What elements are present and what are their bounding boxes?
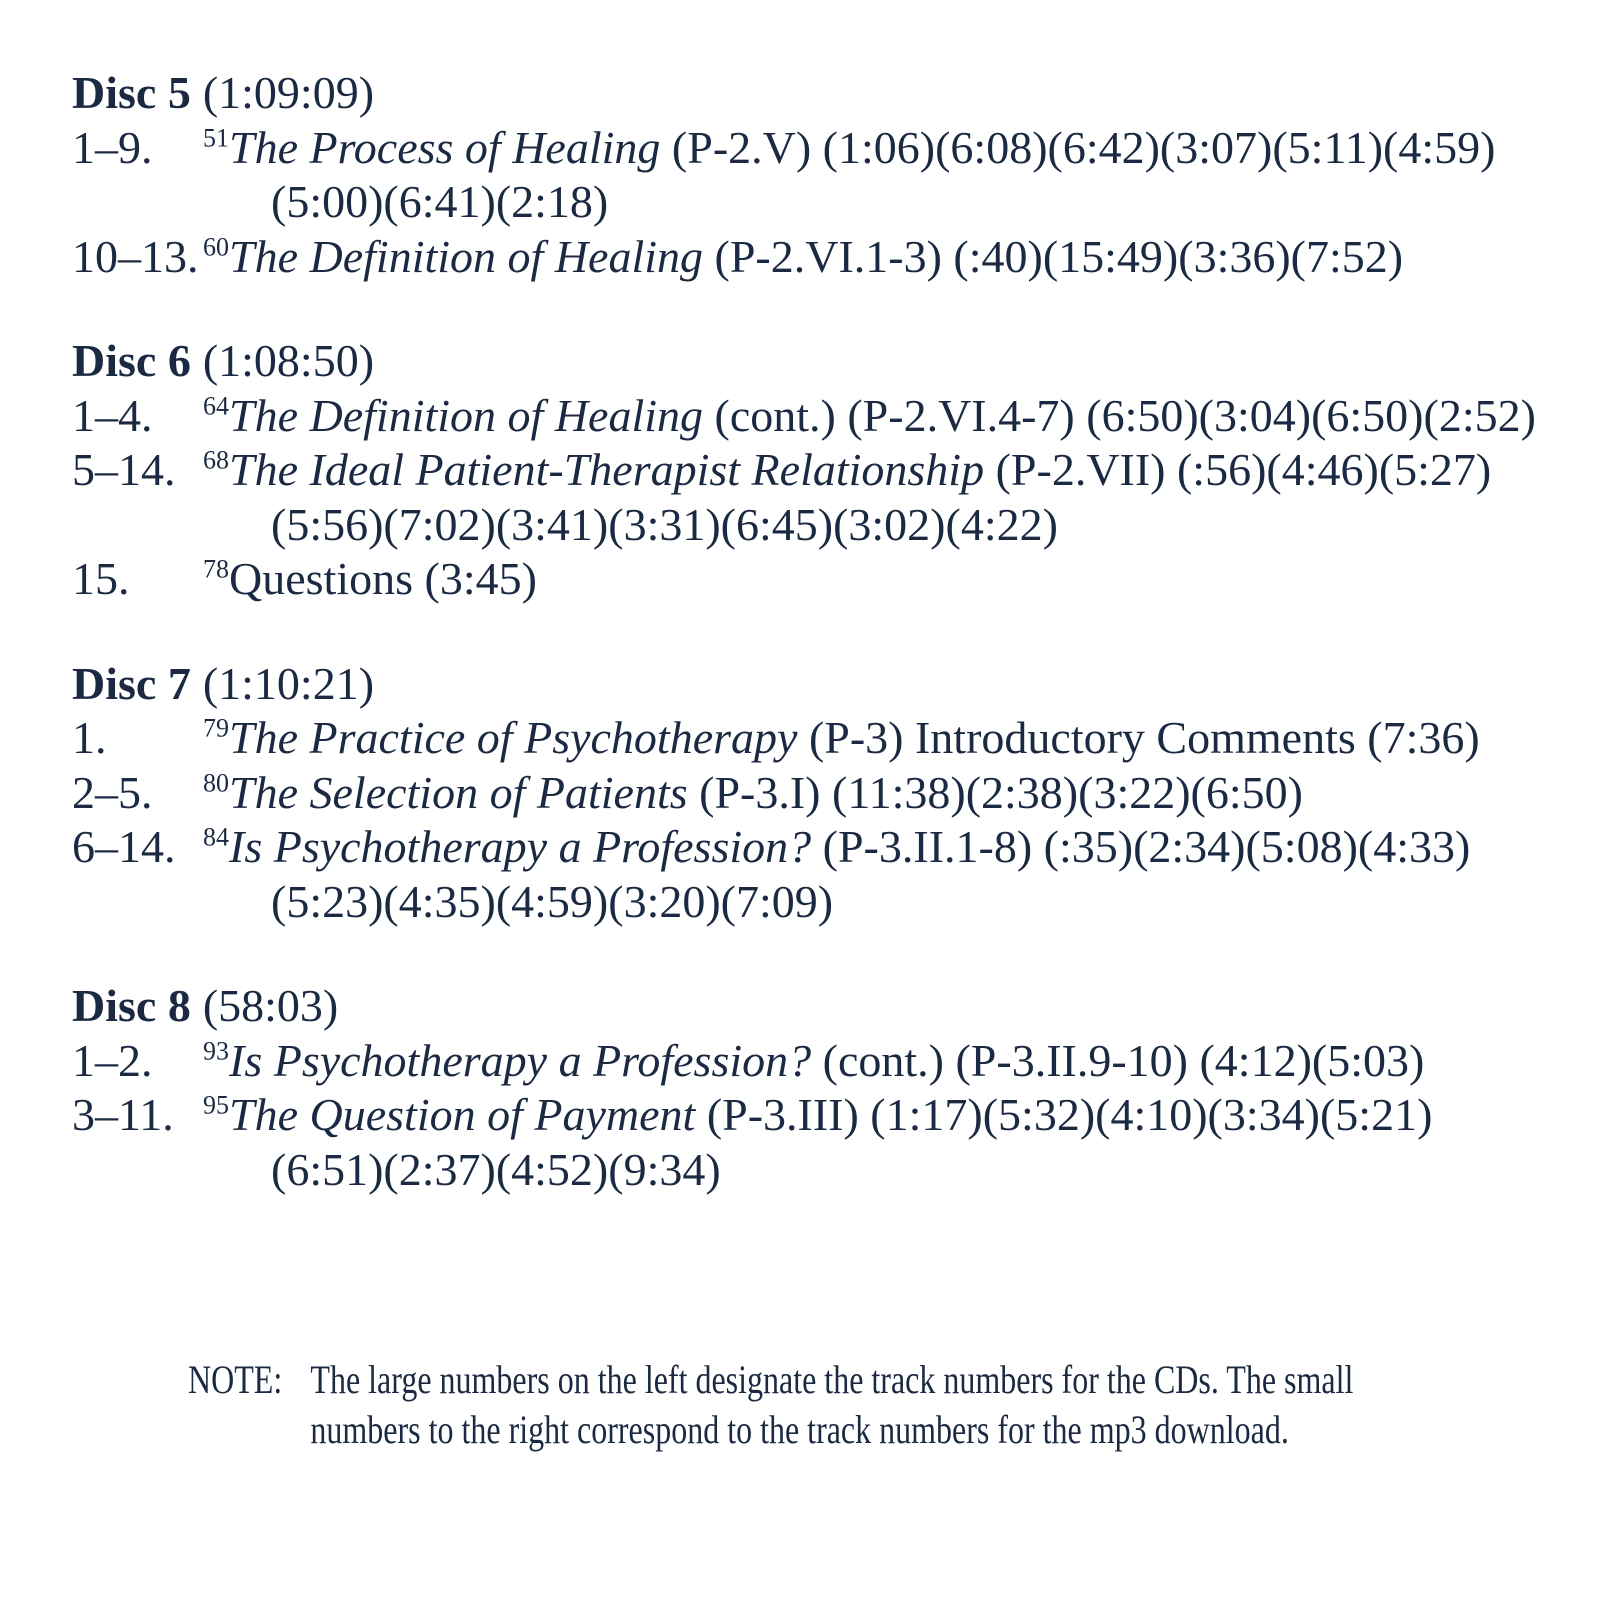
track-content xyxy=(203,1088,1432,1197)
track-row xyxy=(72,766,1570,821)
track-content xyxy=(203,552,537,607)
mp3-track-number: 79 xyxy=(203,713,229,743)
track-range: 10–13. xyxy=(72,230,199,282)
track-details: (P-3) Introductory Comments (7:36) xyxy=(797,712,1480,763)
track-content xyxy=(203,1034,1424,1089)
mp3-track-number: 93 xyxy=(203,1036,229,1066)
track-listing xyxy=(72,66,1570,1455)
track-title: Questions xyxy=(229,553,413,604)
disc-name: Disc 7 xyxy=(72,657,191,709)
track-details: (P-2.VII) (:56)(4:46)(5:27) xyxy=(984,444,1492,495)
track-row xyxy=(72,230,1570,285)
track-details: (cont.) (P-3.II.9-10) (4:12)(5:03) xyxy=(811,1034,1425,1086)
track-details: (P-2.VI.1-3) (:40)(15:49)(3:36)(7:52) xyxy=(703,230,1404,282)
track-details: (cont.) (P-2.VI.4-7) (6:50)(3:04)(6:50)(2:52) xyxy=(703,389,1536,441)
mp3-track-number: 84 xyxy=(203,822,229,852)
track-content xyxy=(203,711,1480,766)
track-range: 3–11. xyxy=(72,1089,174,1140)
disc-heading xyxy=(72,334,1570,389)
disc-heading xyxy=(72,657,1570,712)
track-details: (P-2.V) (1:06)(6:08)(6:42)(3:07)(5:11)(4:59) xyxy=(660,121,1496,173)
track-range: 1. xyxy=(72,712,107,763)
disc-heading xyxy=(72,979,1570,1034)
disc-section-6 xyxy=(72,334,1570,607)
track-row xyxy=(72,820,1570,929)
mp3-track-number: 64 xyxy=(203,391,229,421)
track-title: The Selection of Patients xyxy=(229,766,688,818)
track-content xyxy=(203,443,1491,552)
track-content xyxy=(203,389,1536,444)
track-content xyxy=(203,121,1495,230)
track-row xyxy=(72,711,1570,766)
track-range: 1–2. xyxy=(72,1034,153,1086)
track-row xyxy=(72,552,1570,607)
track-details: (P-3.III) (1:17)(5:32)(4:10)(3:34)(5:21) xyxy=(695,1089,1433,1140)
track-title: The Process of Healing xyxy=(229,121,661,173)
track-range: 1–4. xyxy=(72,389,153,441)
track-range: 5–14. xyxy=(72,444,176,495)
track-title: The Question of Payment xyxy=(229,1089,696,1140)
track-content xyxy=(203,820,1470,929)
track-range: 1–9. xyxy=(72,121,153,173)
disc-name: Disc 6 xyxy=(72,335,191,386)
disc-section-7 xyxy=(72,657,1570,930)
track-title: The Ideal Patient-Therapist Relationship xyxy=(229,444,985,495)
track-details: (3:45) xyxy=(413,553,537,604)
note-label: NOTE: xyxy=(188,1357,283,1402)
mp3-track-number: 60 xyxy=(203,232,229,262)
track-details: (P-3.II.1-8) (:35)(2:34)(5:08)(4:33) xyxy=(811,821,1471,872)
track-content xyxy=(203,766,1303,821)
track-details-continuation: (6:51)(2:37)(4:52)(9:34) xyxy=(271,1143,721,1195)
note-text xyxy=(310,1355,1353,1455)
track-title: Is Psychotherapy a Profession? xyxy=(229,1034,812,1086)
note xyxy=(188,1355,1354,1455)
disc-name: Disc 8 xyxy=(72,980,191,1031)
mp3-track-number: 68 xyxy=(203,445,229,475)
mp3-track-number: 95 xyxy=(203,1090,229,1120)
track-details-continuation: (5:00)(6:41)(2:18) xyxy=(271,176,609,227)
track-row xyxy=(72,389,1570,444)
disc-duration: (1:10:21) xyxy=(202,657,375,709)
disc-duration: (58:03) xyxy=(202,980,339,1031)
track-range: 6–14. xyxy=(72,821,176,872)
track-title: Is Psychotherapy a Profession? xyxy=(229,821,812,872)
mp3-track-number: 51 xyxy=(203,123,229,153)
track-range: 15. xyxy=(72,553,130,604)
track-title: The Definition of Healing xyxy=(229,230,704,282)
track-range: 2–5. xyxy=(72,766,153,818)
note-line: numbers to the right correspond to the track numbers for the mp3 download. xyxy=(310,1407,1289,1452)
track-details-continuation: (5:23)(4:35)(4:59)(3:20)(7:09) xyxy=(271,875,834,927)
track-title: The Practice of Psychotherapy xyxy=(229,712,798,763)
disc-heading xyxy=(72,66,1570,121)
track-row xyxy=(72,121,1570,230)
mp3-track-number: 80 xyxy=(203,768,229,798)
disc-section-8 xyxy=(72,979,1570,1197)
disc-section-5 xyxy=(72,66,1570,284)
disc-duration: (1:08:50) xyxy=(202,335,375,386)
track-content xyxy=(203,230,1403,285)
track-details: (P-3.I) (11:38)(2:38)(3:22)(6:50) xyxy=(687,766,1303,818)
disc-duration: (1:09:09) xyxy=(202,67,375,118)
track-row xyxy=(72,1034,1570,1089)
disc-name: Disc 5 xyxy=(72,67,191,118)
track-details-continuation: (5:56)(7:02)(3:41)(3:31)(6:45)(3:02)(4:22) xyxy=(271,498,1058,550)
track-row xyxy=(72,443,1570,552)
mp3-track-number: 78 xyxy=(203,554,229,584)
track-title: The Definition of Healing xyxy=(229,389,704,441)
track-row xyxy=(72,1088,1570,1197)
note-line: The large numbers on the left designate the track numbers for the CDs. The small xyxy=(310,1357,1354,1402)
